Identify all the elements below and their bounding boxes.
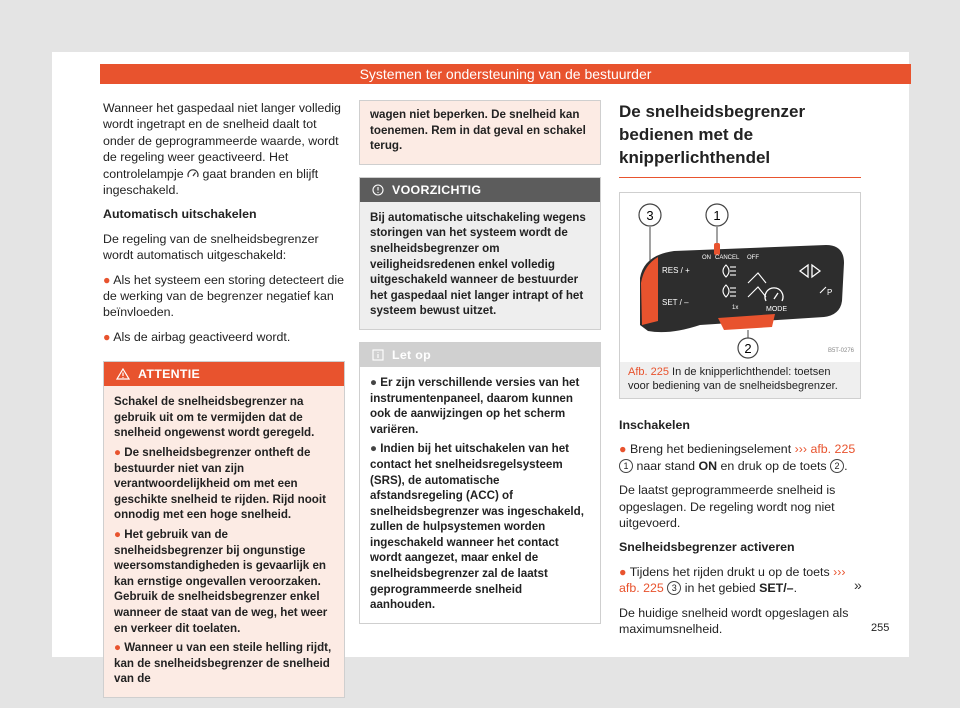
svg-text:3: 3 xyxy=(646,208,654,223)
attention-intro: Schakel de snelheidsbegrenzer na gebruik uit om te vermijden dat de snelheid ongewenst wordt geregeld. xyxy=(114,395,315,440)
figure-reference-link[interactable]: ››› afb. 225 xyxy=(794,442,856,457)
list-item: ● Als het systeem een storing detecteert die de werking van de begrenzer negatief kan beïnvloeden. xyxy=(103,272,344,320)
manual-page xyxy=(52,52,909,686)
auto-off-text: De regeling van de snelheidsbegrenzer wordt automatisch uitgeschakeld: xyxy=(103,231,319,263)
activeren-heading: Snelheidsbegrenzer activeren xyxy=(619,540,795,555)
inschakelen-text: De laatst geprogrammeerde snelheid is opgeslagen. De regeling wordt nog niet uitgevoerd. xyxy=(619,483,836,531)
attention-box-continued: wagen niet beperken. De snelheid kan toenemen. Rem in dat geval en schakel terug. xyxy=(359,100,601,165)
set-label: SET / – xyxy=(662,298,689,307)
note-header: Let op xyxy=(360,343,600,367)
intro-paragraph: Wanneer het gaspedaal niet langer volledig wordt ingetrapt en de snelheid daalt tot onder de geprogrammeerde waarde, wordt de regeling weer geactiveerd. Het controlelampje gaat branden en blijft ingeschakeld. xyxy=(103,101,341,198)
list-item: ● Indien bij het uitschakelen van het contact het snelheidsregelsysteem (SRS), de automatische afstandsregeling (ACC) of snelheidsbegrenzer was ingeschakeld, zullen de hulpsystemen worden ingeschakeld wanneer het contact wordt aangezet, maar enkel de snelheidsbegrenzer zal de laatst geprogrammeerde snelheid aanhouden. xyxy=(370,442,584,612)
off-label: OFF xyxy=(747,255,759,261)
activeren-text: De huidige snelheid wordt opgeslagen als maximumsnelheid. xyxy=(619,605,849,637)
list-item: ● De snelheidsbegrenzer ontheft de bestuurder niet van zijn verantwoordelijkheid om met een geschikte snelheid te rijden. Rijd nooit onnodig met een hoge snelheid. xyxy=(114,446,326,522)
speed-limiter-lamp-icon xyxy=(187,169,199,179)
warning-triangle-icon xyxy=(116,368,130,380)
stalk-illustration xyxy=(620,193,860,362)
note-box xyxy=(359,342,601,624)
set-symbol: SET/– xyxy=(759,581,794,596)
page-number: 255 xyxy=(871,622,890,634)
note-icon xyxy=(372,349,384,361)
cancel-label: CANCEL xyxy=(715,255,740,261)
on-label: ON xyxy=(702,255,711,261)
caution-box: VOORZICHTIG Bij automatische uitschakeling wegens storingen van het systeem wordt de snelheidsbegrenzer om veiligheidsredenen enkel volledig uitgeschakeld wanneer de bestuurder het gaspedaal niet langer intrapt of het systeem bewust uitzet. xyxy=(359,177,601,330)
callout-ref-2: 2 xyxy=(830,459,844,473)
column-2 xyxy=(359,100,601,624)
callout-ref-1: 1 xyxy=(619,459,633,473)
list-item: ● Breng het bedieningselement ››› afb. 225 1 naar stand ON en druk op de toets 2 . xyxy=(619,442,856,473)
auto-off-heading: Automatisch uitschakelen xyxy=(103,207,257,222)
figure-code: B5T-0276 xyxy=(827,347,854,354)
list-item: ● Wanneer u van een steile helling rijdt, kan de snelheidsbegrenzer de snelheid van de xyxy=(114,641,332,686)
list-item: ● Tijdens het rijden drukt u op de toets ››› afb. 225 3 in het gebied SET/–. xyxy=(619,564,846,596)
list-item: ● Het gebruik van de snelheidsbegrenzer bij ongunstige weersomstandigheden is gevaarlijk en kan ernstige ongevallen veroorzaken. Gebruik de snelheidsbegrenzer enkel wanneer de staat van de weg, het weer en verkeer dit toelaten. xyxy=(114,528,328,635)
svg-text:2: 2 xyxy=(744,341,752,356)
title-divider xyxy=(619,177,861,178)
callout-3 xyxy=(639,204,661,261)
turn-signal-stalk-diagram xyxy=(620,193,860,362)
res-label: RES / + xyxy=(662,266,690,275)
attention-box xyxy=(103,361,345,698)
column-1 xyxy=(103,100,345,698)
svg-text:P: P xyxy=(827,288,833,297)
one-x-label: 1x xyxy=(732,305,739,311)
section-header: Systemen ter ondersteuning van de bestuurder xyxy=(100,64,911,84)
attention-header: ATTENTIE xyxy=(104,362,344,386)
on-symbol: ON xyxy=(698,458,718,473)
callout-1 xyxy=(706,204,728,243)
column-3 xyxy=(619,100,861,645)
callout-2 xyxy=(738,330,758,358)
figure-caption: Afb. 225 In de knipperlichthendel: toetsen voor bediening van de snelheidsbegrenzer. xyxy=(620,362,860,398)
mode-label: MODE xyxy=(766,306,787,313)
list-item: ● Er zijn verschillende versies van het instrumentenpaneel, daarom kunnen ook de aanwijzingen op het scherm variëren. xyxy=(370,375,580,436)
list-item: ● Als de airbag geactiveerd wordt. xyxy=(103,329,291,344)
figure-reference-link[interactable]: ››› afb. 225 xyxy=(619,564,846,596)
figure-225 xyxy=(619,192,861,399)
inschakelen-heading: Inschakelen xyxy=(619,418,690,432)
caution-header: VOORZICHTIG xyxy=(360,178,600,202)
section-title: De snelheidsbegrenzer bedienen met de knipperlichthendel xyxy=(619,102,806,167)
info-circle-icon xyxy=(372,184,384,196)
callout-ref-3: 3 xyxy=(667,581,681,595)
continue-marker: » xyxy=(854,577,862,593)
svg-text:1: 1 xyxy=(713,208,721,223)
